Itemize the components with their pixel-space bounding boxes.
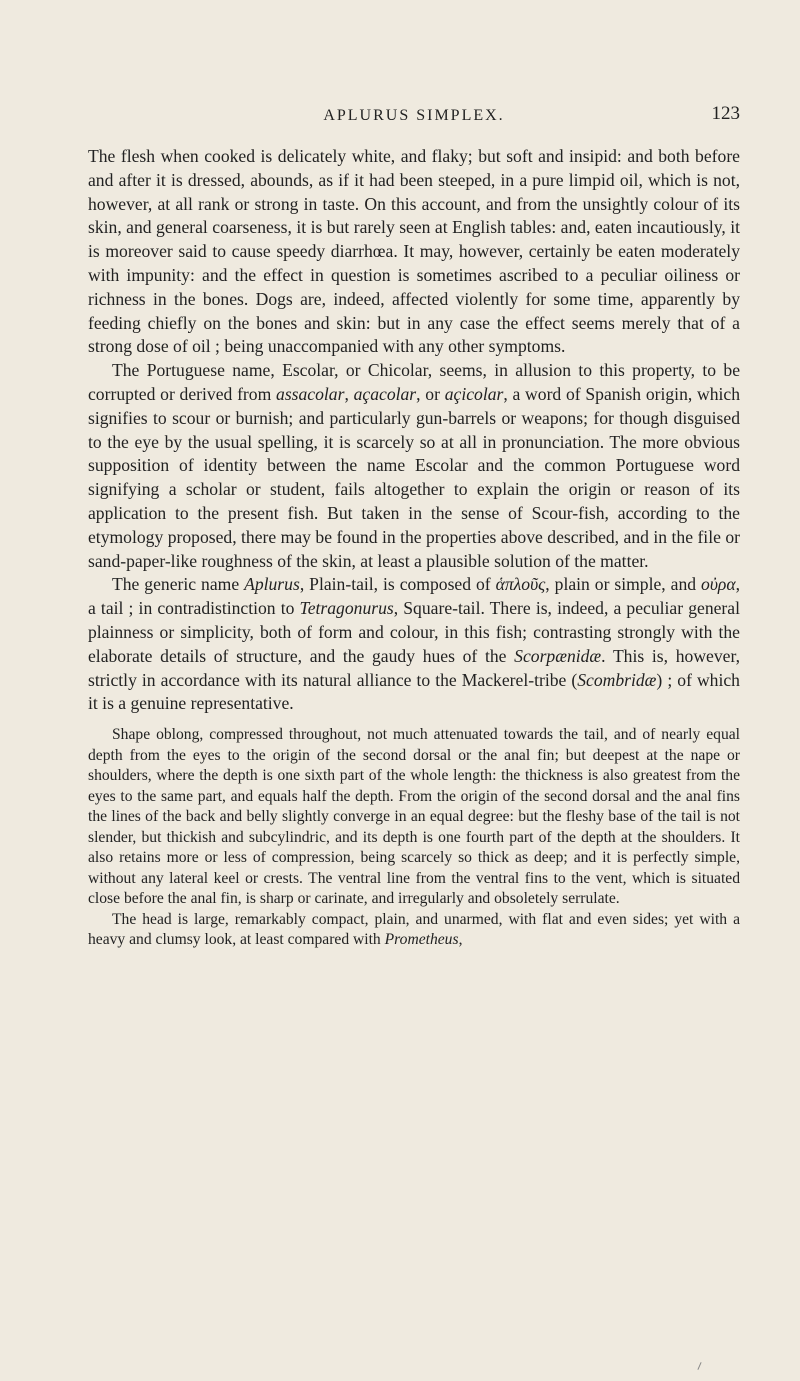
- description-paragraph-head: [88, 910, 740, 951]
- paragraph-portuguese-name: [88, 359, 740, 573]
- greek-term: ἁπλοῦς: [495, 574, 546, 595]
- paragraph-text: The head is large, remarkably compact, plain, and unarmed, with flat and even sides; yet with a heavy and clumsy look, at least compared with: [88, 910, 740, 949]
- italic-term: Scombridæ: [577, 669, 657, 690]
- paragraph-text: , Square-tail. There is, indeed, a peculiar general plainness or simplicity, both of form and colour, in this fish; contrasting strongly with the elaborate details of structure, and the gaudy hues of the: [88, 598, 740, 666]
- paragraph-text: , a tail ; in contradistinction to: [88, 574, 740, 619]
- greek-term: οὐρα: [701, 574, 736, 595]
- paragraph-text: Shape oblong, compressed throughout, not much attenuated towards the tail, and of nearly equal depth from the eyes to the origin of the second dorsal or the anal fin; but deepest at the nape or shoulders, where the depth is one sixth part of the whole length: the thickness is also greatest from the eyes to the same part, and equals half the depth. From the origin of the second dorsal and the anal fins the lines of the back and belly slightly converge in an equal degree: but the fleshy base of the tail is not slender, but thickish and subcylindric, and its depth is one fourth part of the depth at the shoulders. It also retains more or less of compression, being scarcely so thick as deep; and it is perfectly simple, without any lateral keel or crests. The ventral line from the ventral fins to the vent, which is situated close before the anal fin, is sharp or carinate, and irregularly and obsoletely serrulate.: [88, 726, 740, 908]
- body-text: [88, 145, 740, 951]
- paragraph-text: ) ; of which it is a genuine representative.: [88, 669, 740, 714]
- paragraph-text: ,: [344, 383, 354, 404]
- paragraph-text: , or: [416, 383, 445, 404]
- paragraph-text: , a word of Spanish origin, which signifies to scour or burnish; and particularly gun-barrels or weapons; for though disguised to the eye by the usual spelling, it is scarcely so at all in pronunciation. The more obvious supposition of identity between the name Escolar and the common Portuguese word signifying a scholar or student, fails altogether to explain the origin or reason of its application to the present fish. But taken in the sense of Scour-fish, according to the etymology proposed, there may be found in the properties above described, and in the file or sand-paper-like roughness of the skin, at least a plausible solution of the matter.: [88, 383, 741, 571]
- paragraph-text: , Plain-tail, is composed of: [299, 574, 496, 595]
- italic-term: açacolar: [353, 383, 417, 404]
- italic-term: Tetragonurus: [299, 598, 394, 619]
- paragraph-text: The flesh when cooked is delicately white, and flaky; but soft and insipid: and both before and after it is dressed, abounds, as if it had been steeped, in a pure limpid oil, which is not, however, at all rank or strong in taste. On this account, and from the unsightly colour of its skin, and general coarseness, it is but rarely seen at English tables: and, eaten incautiously, it is moreover said to cause speedy diarrhœa. It may, however, certainly be eaten moderately with impunity: and the effect in question is sometimes ascribed to a peculiar oiliness or richness in the bones. Dogs are, indeed, affected violently for some time, apparently by feeding chiefly on the bones and skin: but in any case the effect seems merely that of a strong dose of oil ; being unaccompanied with any other symptoms.: [88, 146, 740, 357]
- paragraph-generic-name: [88, 573, 740, 716]
- description-section: [88, 725, 740, 951]
- italic-term: assacolar: [276, 383, 345, 404]
- italic-term: Prometheus: [384, 931, 459, 949]
- running-head: [88, 103, 740, 133]
- paragraph-text: . This is, however, strictly in accordance with its natural alliance to the Mackerel-tribe (: [88, 645, 740, 690]
- paragraph-flesh: [88, 145, 740, 359]
- italic-term: açicolar: [444, 383, 504, 404]
- paragraph-text: The Portuguese name, Escolar, or Chicolar, seems, in allusion to this property, to be corrupted or derived from: [88, 360, 740, 404]
- italic-term: Scorpænidæ: [514, 645, 602, 666]
- italic-term: Aplurus: [244, 574, 300, 595]
- stray-pencil-mark: [697, 1362, 701, 1370]
- page-number: 123: [711, 103, 740, 124]
- paragraph-text: The generic name: [112, 574, 245, 595]
- description-paragraph-shape: [88, 725, 740, 910]
- paragraph-text: ,: [458, 931, 463, 949]
- paragraph-text: , plain or simple, and: [545, 574, 702, 595]
- running-title: APLURUS SIMPLEX.: [323, 107, 505, 124]
